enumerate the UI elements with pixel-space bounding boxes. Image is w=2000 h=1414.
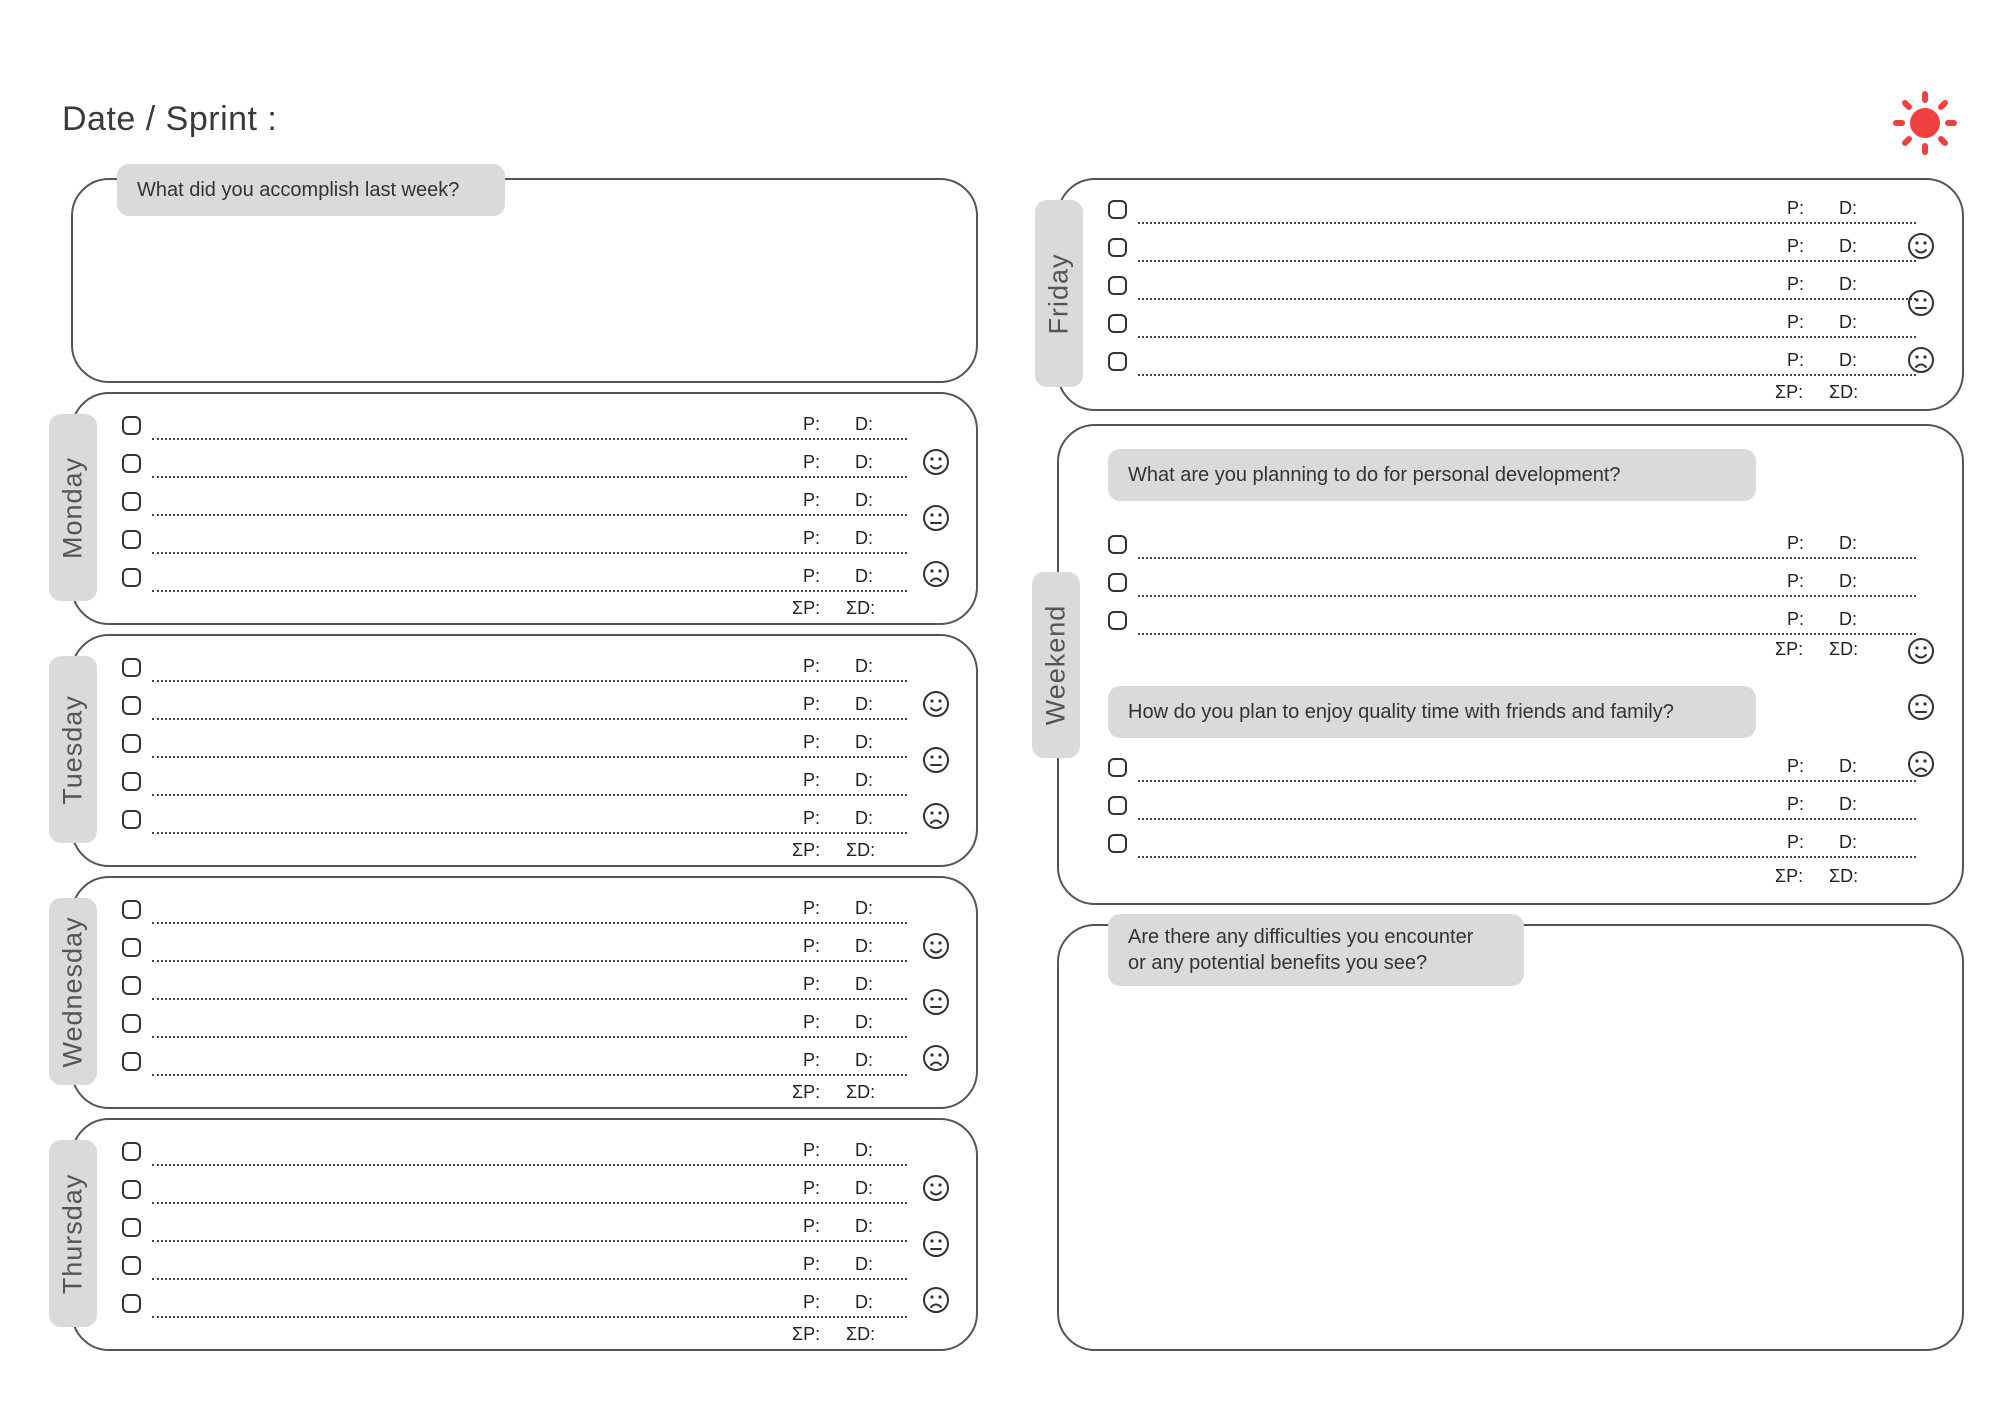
points-label: P:: [803, 1292, 821, 1312]
points-label: P:: [803, 1216, 821, 1236]
task-line[interactable]: [1138, 595, 1916, 597]
task-row: [122, 1140, 907, 1168]
task-checkbox[interactable]: [1108, 611, 1127, 630]
points-label: P:: [1787, 533, 1805, 553]
points-label: P:: [803, 1178, 821, 1198]
sad-face-icon[interactable]: [922, 560, 950, 588]
neutral-face-icon[interactable]: [922, 746, 950, 774]
task-line[interactable]: [1138, 374, 1916, 376]
task-row: [1108, 794, 1916, 822]
points-label: P:: [1787, 198, 1805, 218]
done-label: D:: [855, 974, 873, 994]
task-line[interactable]: [1138, 856, 1916, 858]
done-label: D:: [1839, 794, 1857, 814]
difficulties-box[interactable]: [1057, 924, 1964, 1351]
sum-done-label: ΣD:: [1829, 866, 1859, 886]
points-label: P:: [803, 1050, 821, 1070]
wednesday-tab: Wednesday: [49, 898, 97, 1085]
sun-icon: [1890, 88, 1960, 158]
sad-face-icon[interactable]: [1907, 346, 1935, 374]
task-checkbox[interactable]: [122, 1294, 141, 1313]
points-label: P:: [803, 694, 821, 714]
points-label: P:: [803, 732, 821, 752]
happy-face-icon[interactable]: [922, 932, 950, 960]
points-label: P:: [803, 414, 821, 434]
task-row: [122, 528, 907, 556]
sum-points-label: ΣP:: [792, 840, 821, 860]
task-line[interactable]: [1138, 298, 1916, 300]
points-label: P:: [803, 452, 821, 472]
happy-face-icon[interactable]: [922, 690, 950, 718]
task-row: [122, 1050, 907, 1078]
task-row: [122, 1254, 907, 1282]
task-row: [1108, 198, 1916, 226]
happy-face-icon[interactable]: [1907, 232, 1935, 260]
done-label: D:: [1839, 571, 1857, 591]
task-line[interactable]: [152, 1164, 907, 1166]
task-row: [1108, 609, 1916, 637]
sum-points-label: ΣP:: [792, 1324, 821, 1344]
neutral-face-icon[interactable]: [922, 504, 950, 532]
task-checkbox[interactable]: [122, 454, 141, 473]
task-row: [122, 1012, 907, 1040]
done-label: D:: [1839, 832, 1857, 852]
task-checkbox[interactable]: [122, 1014, 141, 1033]
task-line[interactable]: [152, 1278, 907, 1280]
task-line[interactable]: [152, 794, 907, 796]
task-line[interactable]: [152, 680, 907, 682]
task-row: [122, 656, 907, 684]
done-label: D:: [855, 694, 873, 714]
done-label: D:: [855, 898, 873, 918]
sum-done-label: ΣD:: [1829, 382, 1859, 402]
points-label: P:: [803, 898, 821, 918]
monday-tab: Monday: [49, 414, 97, 601]
points-label: P:: [1787, 609, 1805, 629]
task-row: [122, 732, 907, 760]
task-line[interactable]: [152, 1240, 907, 1242]
tuesday-tab: Tuesday: [49, 656, 97, 843]
done-label: D:: [1839, 533, 1857, 553]
weekend-tab: Weekend: [1032, 572, 1080, 758]
done-label: D:: [855, 566, 873, 586]
task-line[interactable]: [152, 1202, 907, 1204]
last-week-prompt: What did you accomplish last week?: [117, 164, 505, 216]
task-line[interactable]: [152, 438, 907, 440]
task-line[interactable]: [152, 1316, 907, 1318]
points-label: P:: [1787, 571, 1805, 591]
neutral-face-icon[interactable]: [1907, 289, 1935, 317]
task-line[interactable]: [152, 1036, 907, 1038]
task-line[interactable]: [152, 514, 907, 516]
sum-points-label: ΣP:: [792, 1082, 821, 1102]
task-checkbox[interactable]: [122, 1256, 141, 1275]
done-label: D:: [855, 1178, 873, 1198]
task-line[interactable]: [1138, 260, 1916, 262]
task-row: [122, 414, 907, 442]
points-label: P:: [803, 1254, 821, 1274]
done-label: D:: [855, 808, 873, 828]
task-checkbox[interactable]: [122, 810, 141, 829]
points-label: P:: [1787, 350, 1805, 370]
sum-done-label: ΣD:: [846, 1324, 876, 1344]
done-label: D:: [855, 490, 873, 510]
difficulties-prompt: Are there any difficulties you encounter or any potential benefits you see?: [1108, 914, 1524, 986]
points-label: P:: [803, 936, 821, 956]
task-row: [1108, 533, 1916, 561]
thursday-tab: Thursday: [49, 1140, 97, 1327]
done-label: D:: [855, 452, 873, 472]
quality-time-prompt: How do you plan to enjoy quality time with friends and family?: [1108, 686, 1756, 738]
task-checkbox[interactable]: [122, 1218, 141, 1237]
task-line[interactable]: [152, 552, 907, 554]
done-label: D:: [1839, 274, 1857, 294]
task-row: [122, 1216, 907, 1244]
task-line[interactable]: [152, 756, 907, 758]
task-line[interactable]: [1138, 222, 1916, 224]
sum-points-label: ΣP:: [792, 598, 821, 618]
done-label: D:: [855, 1012, 873, 1032]
task-row: [122, 808, 907, 836]
done-label: D:: [855, 414, 873, 434]
task-checkbox[interactable]: [122, 900, 141, 919]
sad-face-icon[interactable]: [922, 1286, 950, 1314]
task-row: [122, 770, 907, 798]
done-label: D:: [855, 1140, 873, 1160]
task-row: [1108, 236, 1916, 264]
task-line[interactable]: [152, 718, 907, 720]
sum-done-label: ΣD:: [846, 840, 876, 860]
done-label: D:: [855, 1292, 873, 1312]
task-row: [122, 1292, 907, 1320]
task-row: [122, 936, 907, 964]
task-row: [1108, 350, 1916, 378]
points-label: P:: [1787, 756, 1805, 776]
task-checkbox[interactable]: [1108, 238, 1127, 257]
task-line[interactable]: [1138, 818, 1916, 820]
done-label: D:: [855, 656, 873, 676]
task-line[interactable]: [152, 922, 907, 924]
task-checkbox[interactable]: [1108, 276, 1127, 295]
sum-done-label: ΣD:: [846, 598, 876, 618]
done-label: D:: [855, 528, 873, 548]
task-line[interactable]: [152, 960, 907, 962]
sum-points-label: ΣP:: [1775, 639, 1804, 659]
points-label: P:: [1787, 794, 1805, 814]
personal-dev-prompt: What are you planning to do for personal development?: [1108, 449, 1756, 501]
task-row: [122, 452, 907, 480]
task-checkbox[interactable]: [1108, 834, 1127, 853]
done-label: D:: [855, 936, 873, 956]
task-checkbox[interactable]: [122, 734, 141, 753]
done-label: D:: [855, 732, 873, 752]
task-checkbox[interactable]: [1108, 314, 1127, 333]
points-label: P:: [803, 974, 821, 994]
neutral-face-icon[interactable]: [922, 1230, 950, 1258]
happy-face-icon[interactable]: [922, 1174, 950, 1202]
happy-face-icon[interactable]: [1907, 637, 1935, 665]
done-label: D:: [855, 770, 873, 790]
points-label: P:: [803, 1140, 821, 1160]
done-label: D:: [1839, 756, 1857, 776]
neutral-face-icon[interactable]: [1907, 693, 1935, 721]
points-label: P:: [1787, 312, 1805, 332]
task-checkbox[interactable]: [122, 1052, 141, 1071]
points-label: P:: [803, 528, 821, 548]
sad-face-icon[interactable]: [922, 802, 950, 830]
sum-done-label: ΣD:: [1829, 639, 1859, 659]
points-label: P:: [803, 808, 821, 828]
task-checkbox[interactable]: [122, 1142, 141, 1161]
done-label: D:: [1839, 236, 1857, 256]
task-row: [1108, 756, 1916, 784]
task-checkbox[interactable]: [122, 568, 141, 587]
task-checkbox[interactable]: [122, 976, 141, 995]
task-row: [122, 694, 907, 722]
points-label: P:: [1787, 274, 1805, 294]
task-checkbox[interactable]: [122, 696, 141, 715]
task-checkbox[interactable]: [122, 530, 141, 549]
task-line[interactable]: [1138, 633, 1916, 635]
done-label: D:: [1839, 312, 1857, 332]
task-line[interactable]: [152, 1074, 907, 1076]
task-checkbox[interactable]: [1108, 573, 1127, 592]
points-label: P:: [1787, 236, 1805, 256]
sum-done-label: ΣD:: [846, 1082, 876, 1102]
task-line[interactable]: [1138, 336, 1916, 338]
sum-points-label: ΣP:: [1775, 866, 1804, 886]
task-row: [122, 898, 907, 926]
points-label: P:: [803, 770, 821, 790]
page-title: Date / Sprint :: [62, 100, 278, 138]
task-checkbox[interactable]: [122, 772, 141, 791]
task-row: [1108, 571, 1916, 599]
task-checkbox[interactable]: [1108, 535, 1127, 554]
task-row: [1108, 312, 1916, 340]
task-checkbox[interactable]: [1108, 758, 1127, 777]
points-label: P:: [803, 656, 821, 676]
task-row: [122, 1178, 907, 1206]
task-line[interactable]: [1138, 780, 1916, 782]
task-checkbox[interactable]: [122, 1180, 141, 1199]
done-label: D:: [855, 1050, 873, 1070]
task-row: [1108, 832, 1916, 860]
task-row: [122, 566, 907, 594]
task-line[interactable]: [152, 476, 907, 478]
task-checkbox[interactable]: [122, 658, 141, 677]
friday-tab: Friday: [1035, 200, 1083, 387]
points-label: P:: [1787, 832, 1805, 852]
points-label: P:: [803, 566, 821, 586]
task-row: [122, 490, 907, 518]
task-checkbox[interactable]: [122, 492, 141, 511]
task-checkbox[interactable]: [1108, 200, 1127, 219]
points-label: P:: [803, 1012, 821, 1032]
done-label: D:: [1839, 198, 1857, 218]
task-checkbox[interactable]: [1108, 352, 1127, 371]
sum-points-label: ΣP:: [1775, 382, 1804, 402]
happy-face-icon[interactable]: [922, 448, 950, 476]
done-label: D:: [855, 1254, 873, 1274]
done-label: D:: [855, 1216, 873, 1236]
task-line[interactable]: [1138, 557, 1916, 559]
sad-face-icon[interactable]: [1907, 750, 1935, 778]
task-checkbox[interactable]: [1108, 796, 1127, 815]
task-checkbox[interactable]: [122, 938, 141, 957]
done-label: D:: [1839, 609, 1857, 629]
done-label: D:: [1839, 350, 1857, 370]
task-checkbox[interactable]: [122, 416, 141, 435]
task-row: [1108, 274, 1916, 302]
points-label: P:: [803, 490, 821, 510]
task-line[interactable]: [152, 998, 907, 1000]
task-line[interactable]: [152, 590, 907, 592]
sad-face-icon[interactable]: [922, 1044, 950, 1072]
neutral-face-icon[interactable]: [922, 988, 950, 1016]
task-row: [122, 974, 907, 1002]
task-line[interactable]: [152, 832, 907, 834]
